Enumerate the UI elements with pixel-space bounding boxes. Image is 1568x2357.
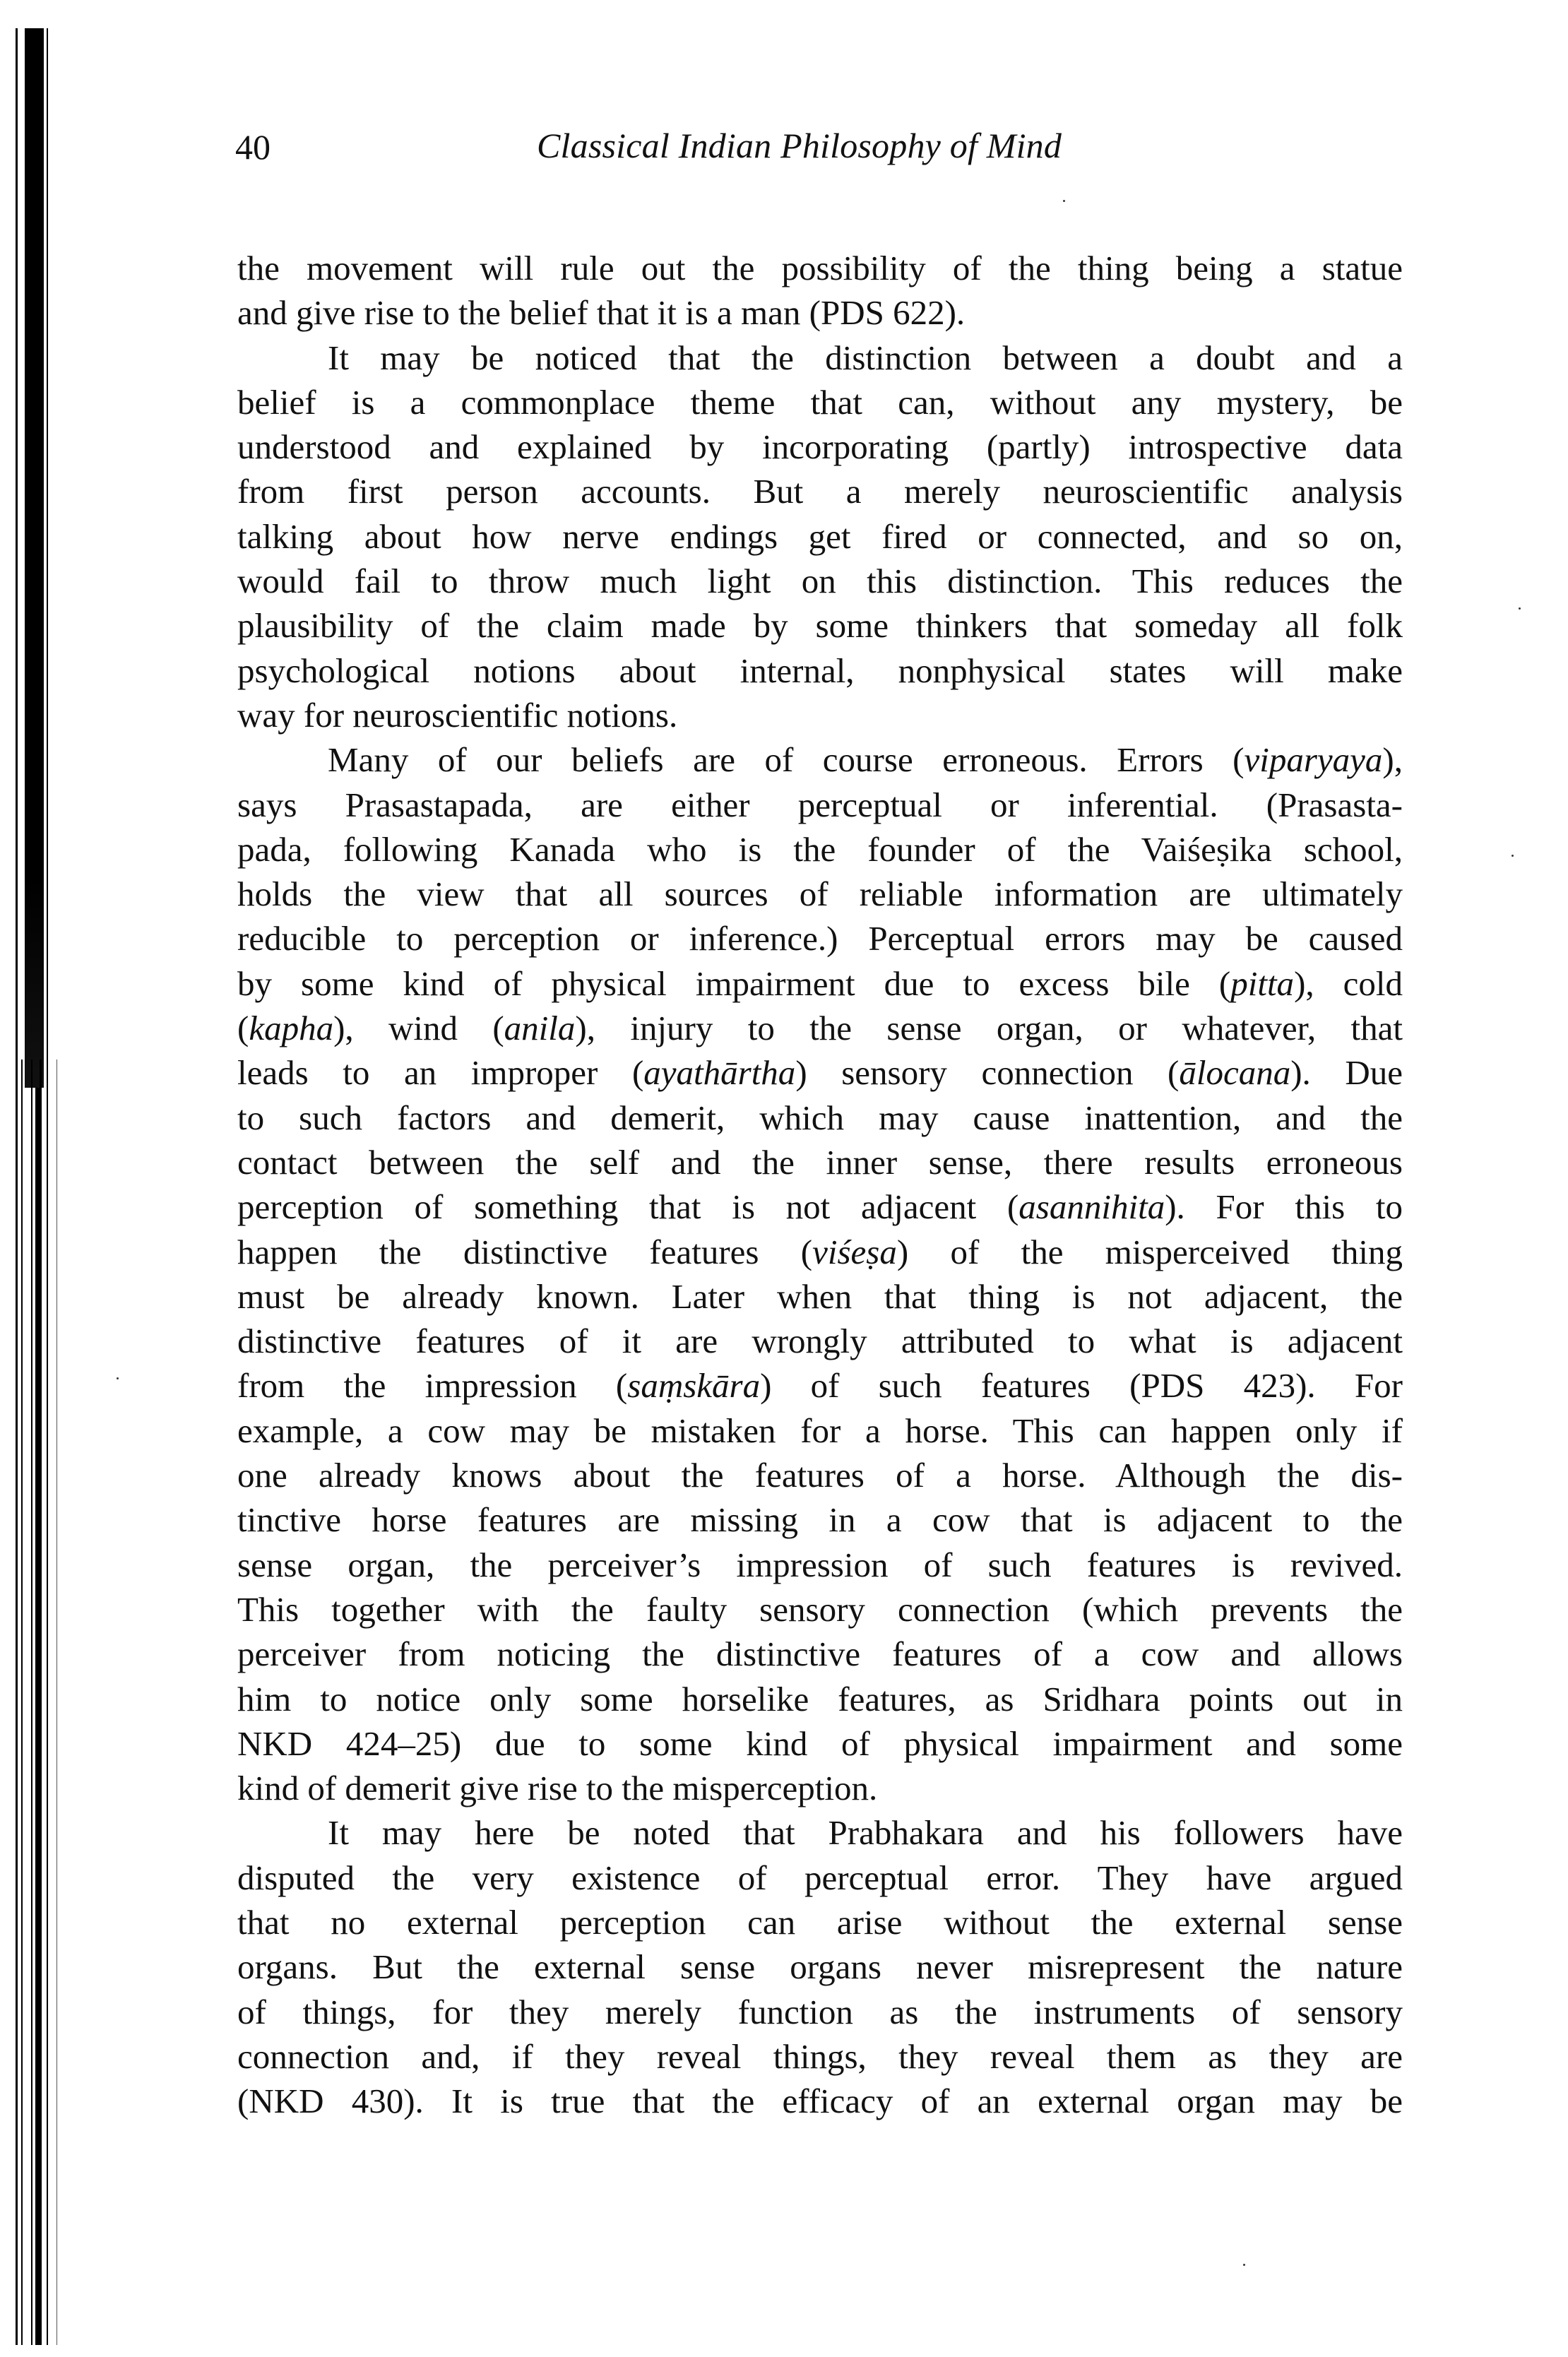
binding-dark-band [25,28,44,1088]
sanskrit-term: asannihita [1018,1187,1165,1227]
text-line: NKD 424–25) due to some kind of physical impairment and some [237,1723,1403,1763]
binding-edge-line [40,1059,42,2345]
scan-speck [117,1377,119,1379]
body-text [237,246,1403,2123]
text-line: (NKD 430). It is true that the efficacy of an external organ may be [237,2082,1403,2121]
binding-edge-line [21,1059,23,2345]
text-line: holds the view that all sources of reliable information are ultimately [237,874,1403,914]
sanskrit-term: ālocana [1179,1053,1291,1093]
text-line: says Prasastapada, are either perceptual or inferential. (Prasasta- [237,785,1403,824]
text-line: pada, following Kanada who is the founder of the Vaiśeṣika school, [237,829,1403,869]
text-line: plausibility of the claim made by some thinkers that someday all folk [237,606,1403,646]
text-line: from the impression (saṃskāra) of such features (PDS 423). For [237,1366,1403,1406]
binding-edge-line [16,28,18,2345]
binding-edge-line [31,1059,32,2345]
text-line: and give rise to the belief that it is a man (PDS 622). [237,293,966,333]
sanskrit-term: ayathārtha [643,1053,796,1093]
sanskrit-term: viparyaya [1244,740,1383,780]
scan-speck [1519,607,1521,610]
text-line: must be already known. Later when that thing is not adjacent, the [237,1276,1403,1316]
sanskrit-term: pitta [1230,963,1295,1003]
text-line: leads to an improper (ayathārtha) sensory connection (ālocana). Due [237,1053,1403,1093]
text-line: belief is a commonplace theme that can, without any mystery, be [237,382,1403,422]
text-line: of things, for they merely function as the instruments of sensory [237,1992,1403,2031]
text-line: sense organ, the perceiver’s impression of such features is revived. [237,1545,1403,1584]
text-line: him to notice only some horselike features, as Sridhara points out in [237,1679,1403,1718]
scan-speck [1243,2264,1245,2266]
scan-speck [1063,200,1065,202]
text-line: perceiver from noticing the distinctive features of a cow and allows [237,1634,1403,1674]
text-line: (kapha), wind (anila), injury to the sense organ, or whatever, that [237,1009,1403,1048]
text-line: connection and, if they reveal things, they reveal them as they are [237,2036,1403,2076]
scan-speck [1511,855,1514,857]
text-line: example, a cow may be mistaken for a horse. This can happen only if [237,1411,1403,1450]
text-line: contact between the self and the inner sense, there results erroneous [237,1142,1403,1182]
text-line: This together with the faulty sensory connection (which prevents the [237,1589,1403,1629]
running-title: Classical Indian Philosophy of Mind [537,126,1062,165]
text-line: distinctive features of it are wrongly attributed to what is adjacent [237,1322,1403,1361]
text-line: way for neuroscientific notions. [237,695,678,735]
page-number: 40 [235,127,271,167]
text-line: talking about how nerve endings get fired or connected, and so on, [237,516,1403,556]
text-line: happen the distinctive features (viśeṣa) of the misperceived thing [237,1232,1403,1271]
binding-edge-line [47,28,48,2345]
sanskrit-term: anila [504,1009,576,1048]
running-head [0,0,1568,184]
text-line: understood and explained by incorporating (partly) introspective data [237,427,1403,467]
text-line: Many of our beliefs are of course erroneous. Errors (viparyaya), [328,740,1403,780]
text-line: the movement will rule out the possibility of the thing being a statue [237,249,1403,287]
text-line: to such factors and demerit, which may cause inattention, and the [237,1098,1403,1137]
text-line: psychological notions about internal, nonphysical states will make [237,651,1403,690]
text-line: disputed the very existence of perceptual error. They have argued [237,1858,1403,1897]
text-line: organs. But the external sense organs never misrepresent the nature [237,1947,1403,1987]
sanskrit-term: saṃskāra [627,1366,761,1406]
sanskrit-term: kapha [249,1009,334,1048]
text-line: tinctive horse features are missing in a cow that is adjacent to the [237,1500,1403,1540]
text-line: It may here be noted that Prabhakara and his followers have [328,1813,1403,1853]
sanskrit-term: viśeṣa [812,1232,897,1271]
text-line: from first person accounts. But a merely neuroscientific analysis [237,472,1403,511]
text-line: by some kind of physical impairment due to excess bile (pitta), cold [237,963,1403,1003]
text-line: kind of demerit give rise to the misperception. [237,1769,878,1808]
text-line: reducible to perception or inference.) Perceptual errors may be caused [237,919,1403,958]
text-line: that no external perception can arise without the external sense [237,1902,1403,1942]
binding-gutter-shadow [0,0,85,2357]
text-line: perception of something that is not adjacent (asannihita). For this to [237,1187,1403,1227]
text-line: one already knows about the features of a horse. Although the dis- [237,1456,1403,1495]
text-line: would fail to throw much light on this distinction. This reduces the [237,562,1403,601]
text-line: It may be noticed that the distinction between a doubt and a [328,338,1403,377]
